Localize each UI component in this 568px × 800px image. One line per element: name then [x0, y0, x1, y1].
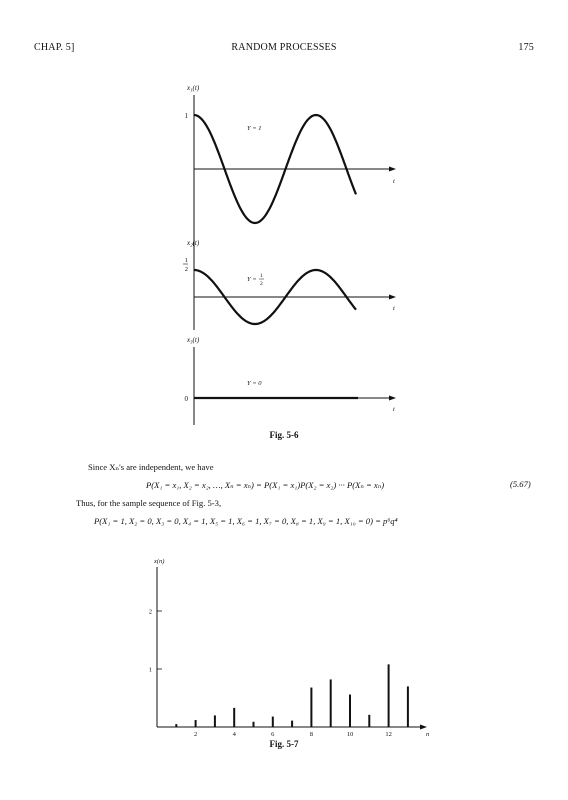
panel-x2-axis-arrow — [389, 295, 396, 300]
page-header — [34, 42, 534, 56]
panel-x3-annotation: Y = 0 — [247, 380, 262, 387]
page-number: 175 — [518, 42, 534, 53]
panel-x1-ylabel: x₁(t) — [187, 84, 200, 92]
panel-x2 — [183, 239, 396, 330]
x-tick-label: 12 — [385, 731, 392, 738]
panel-x3-axis-arrow — [389, 396, 396, 401]
x-tick-label: 6 — [271, 731, 275, 738]
panel-x2-annotation — [247, 273, 264, 287]
x-tick-label: 4 — [232, 731, 236, 738]
panel-x1-annotation: Y = 1 — [247, 125, 262, 132]
figure-5-7 — [140, 555, 440, 740]
panel-x2-xlabel: t — [393, 305, 395, 312]
x-tick-label: 2 — [193, 731, 198, 738]
panel-x1-tick: 1 — [184, 112, 188, 120]
svg-text:1: 1 — [260, 273, 263, 279]
panel-x3 — [185, 336, 397, 425]
svg-text:Y =: Y = — [247, 276, 257, 283]
panel-x3-xlabel: t — [393, 406, 395, 413]
panel-x1 — [185, 84, 397, 250]
panel-x3-tick: 0 — [184, 395, 188, 403]
svg-text:1: 1 — [184, 257, 188, 264]
figure-5-7-caption: Fig. 5-7 — [269, 739, 299, 749]
svg-text:2: 2 — [260, 281, 263, 287]
y-tick-label: 2 — [148, 608, 152, 616]
y-tick-label: 1 — [148, 666, 152, 674]
paragraph-independence: Since Xₙ's are independent, we have — [88, 462, 214, 472]
svg-text:2: 2 — [184, 266, 188, 273]
panel-x1-xlabel: t — [393, 178, 395, 185]
fig7-xticks — [194, 731, 392, 738]
panel-x3-ylabel: x₃(t) — [187, 336, 200, 344]
figure-5-6-caption: Fig. 5-6 — [269, 430, 299, 440]
panel-x2-tick — [183, 257, 188, 273]
equation-5-67: P(X₁ = x₁, X₂ = x₂, …, Xₙ = xₙ) = P(X₁ = x₁)P(X₂ = x₂) ··· P(Xₙ = xₙ) — [146, 480, 385, 490]
x-tick-label: 8 — [309, 731, 314, 738]
fig7-axis-arrow — [420, 725, 427, 730]
fig7-ylabel: x(n) — [154, 558, 165, 565]
fig7-bars — [176, 664, 408, 727]
running-title: RANDOM PROCESSES — [231, 42, 337, 53]
paragraph-sample-sequence: Thus, for the sample sequence of Fig. 5-3, — [76, 498, 222, 508]
chapter-label: CHAP. 5] — [34, 42, 75, 53]
fig7-xlabel: n — [426, 731, 430, 738]
equation-sample-probability: P(X₁ = 1, X₂ = 0, X₃ = 0, X₄ = 1, X₅ = 1, X₆ = 1, X₇ = 0, X₈ = 1, X₉ = 1, X₁₀ = 0) = p⁶q⁴ — [94, 516, 398, 526]
x-tick-label: 10 — [346, 731, 354, 738]
panel-x1-axis-arrow — [389, 167, 396, 172]
fig7-yticks — [149, 609, 162, 674]
figure-5-6 — [170, 80, 410, 425]
equation-number: (5.67) — [510, 479, 531, 489]
panel-x2-ylabel: x₂(t) — [187, 239, 200, 247]
